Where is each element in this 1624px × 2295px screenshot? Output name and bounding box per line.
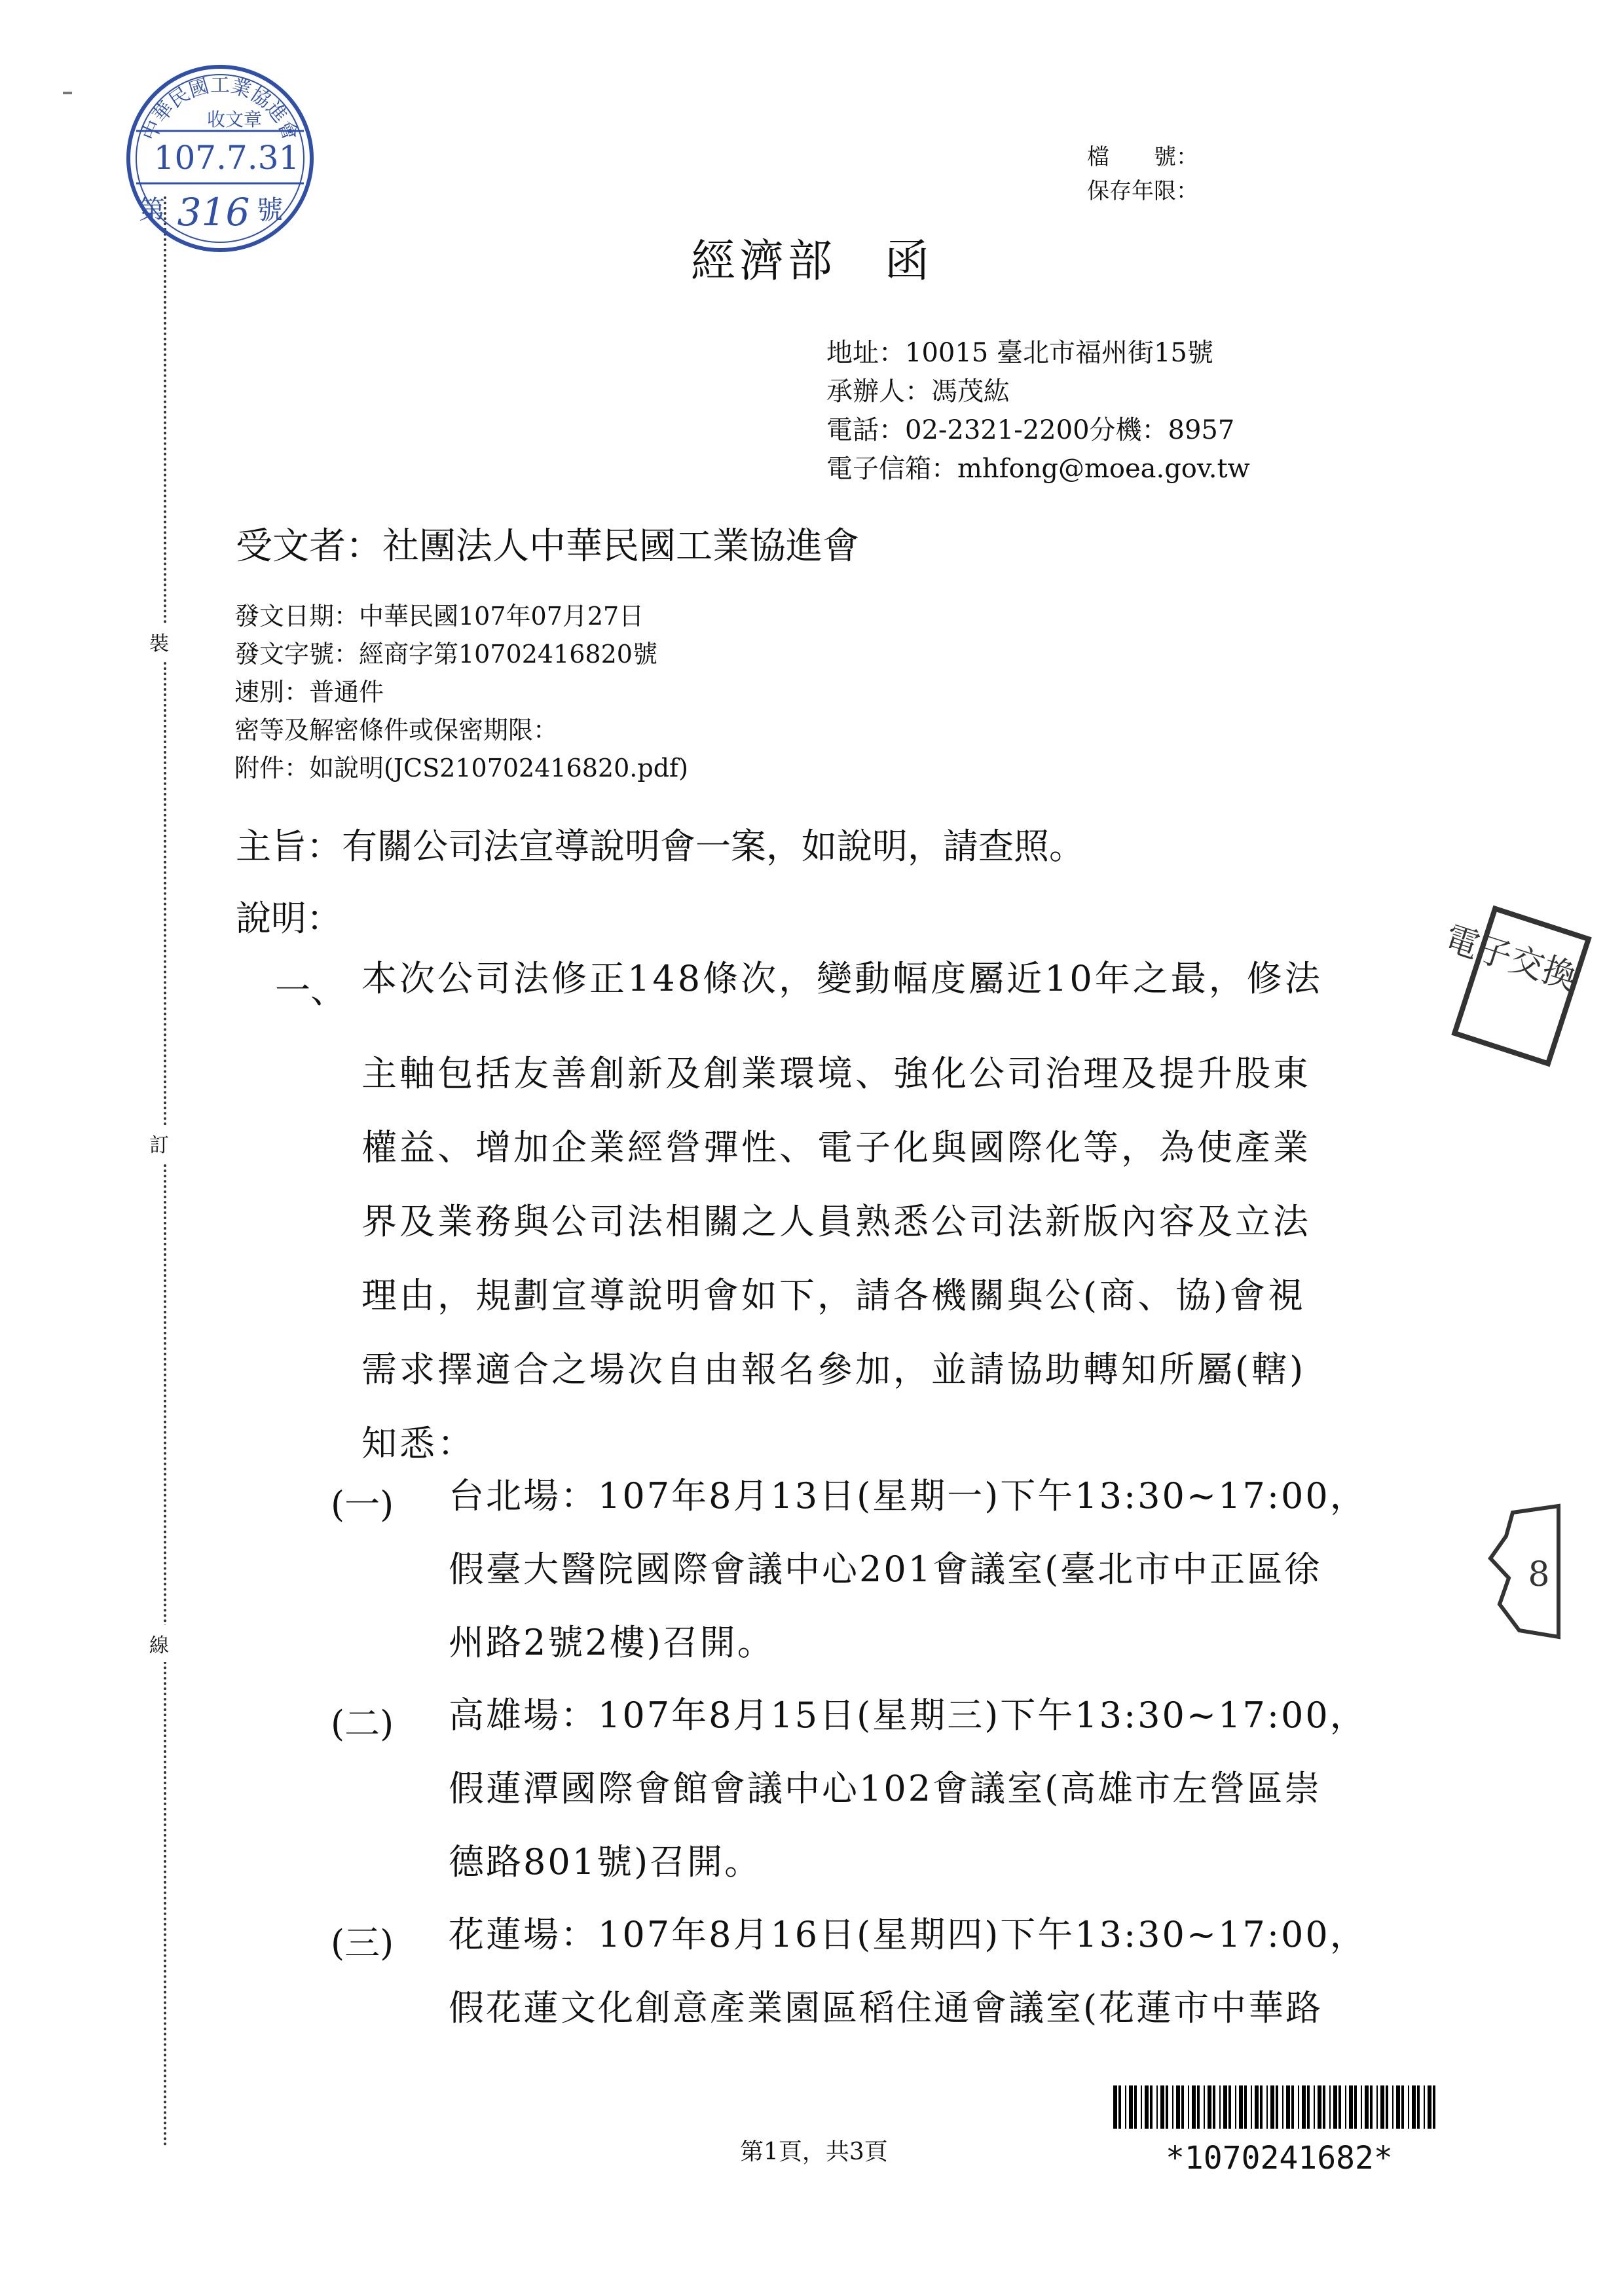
stamp-org: 中華民國工業協進會 bbox=[138, 74, 302, 144]
explanation-label: 說明： bbox=[236, 898, 342, 939]
sender-email: 電子信箱：mhfong@moea.gov.tw bbox=[826, 454, 1250, 484]
file-number-label: 檔 號： bbox=[1087, 144, 1198, 170]
speed-class: 速別：普通件 bbox=[234, 678, 384, 707]
edge-stamp-text: 電子交換 bbox=[1439, 919, 1581, 999]
binding-mark-xian: 線 bbox=[149, 1625, 169, 1662]
session-line: 州路2號2樓)召開。 bbox=[449, 1622, 775, 1663]
session-number: (一) bbox=[331, 1484, 394, 1525]
stamp-number-prefix: 第 bbox=[139, 195, 165, 225]
document-meta bbox=[234, 597, 688, 787]
file-info bbox=[1087, 140, 1198, 208]
sender-info bbox=[826, 334, 1250, 488]
binding-mark-zhuang: 裝 bbox=[149, 623, 169, 660]
session-number: (三) bbox=[331, 1922, 394, 1964]
sender-phone: 電話：02-2321-2200分機：8957 bbox=[826, 415, 1235, 445]
subject: 主旨：有關公司法宣導說明會一案，如說明，請查照。 bbox=[236, 826, 1084, 867]
stamp-date: 107.7.31 bbox=[153, 139, 300, 177]
binding-line bbox=[164, 196, 166, 2148]
session-line: 假蓮潭國際會館會議中心102會議室(高雄市左營區崇 bbox=[449, 1768, 1322, 1809]
session-line: 台北場：107年8月13日(星期一)下午13:30~17:00， bbox=[449, 1475, 1367, 1516]
item-line: 權益、增加企業經營彈性、電子化與國際化等，為使產業 bbox=[361, 1127, 1311, 1168]
binding-mark-ding: 訂 bbox=[149, 1125, 169, 1162]
stamp-number: 316 bbox=[177, 190, 250, 234]
retention-label: 保存年限： bbox=[1087, 178, 1198, 204]
session-line: 高雄場：107年8月15日(星期三)下午13:30~17:00， bbox=[449, 1695, 1367, 1736]
issue-date: 發文日期：中華民國107年07月27日 bbox=[234, 602, 644, 631]
session-line: 花蓮場：107年8月16日(星期四)下午13:30~17:00， bbox=[449, 1914, 1367, 1955]
stamp-number-suffix: 號 bbox=[257, 195, 283, 225]
stamp-label: 收文章 bbox=[206, 109, 263, 130]
session-line: 假花蓮文化創意產業園區稻住通會議室(花蓮市中華路 bbox=[449, 1987, 1323, 2029]
sender-address: 地址：10015 臺北市福州街15號 bbox=[826, 338, 1213, 368]
recipient: 受文者：社團法人中華民國工業協進會 bbox=[236, 525, 859, 568]
session-line: 德路801號)召開。 bbox=[449, 1841, 762, 1882]
document-title: 經濟部 函 bbox=[690, 236, 933, 287]
item-line: 本次公司法修正148條次，變動幅度屬近10年之最，修法 bbox=[361, 958, 1323, 999]
barcode bbox=[1113, 2085, 1441, 2129]
session-number: (二) bbox=[331, 1703, 394, 1744]
scan-dot bbox=[63, 92, 72, 94]
item-line: 界及業務與公司法相關之人員熟悉公司法新版內容及立法 bbox=[361, 1201, 1311, 1242]
item-number: 一、 bbox=[275, 970, 346, 1011]
attachment: 附件：如說明(JCS210702416820.pdf) bbox=[234, 754, 688, 782]
item-line: 主軸包括友善創新及創業環境、強化公司治理及提升股東 bbox=[361, 1053, 1311, 1094]
secrecy-level: 密等及解密條件或保密期限： bbox=[234, 716, 559, 744]
electronic-exchange-stamp bbox=[1439, 904, 1581, 1074]
barcode-text: *1070241682* bbox=[1166, 2140, 1393, 2176]
item-text bbox=[361, 958, 1409, 1480]
item-line: 理由，規劃宣導說明會如下，請各機關與公(商、協)會視 bbox=[361, 1275, 1306, 1316]
page-number: 第1頁，共3頁 bbox=[740, 2139, 888, 2165]
session-line: 假臺大醫院國際會議中心201會議室(臺北市中正區徐 bbox=[449, 1549, 1322, 1590]
sender-handler: 承辦人：馮茂紘 bbox=[826, 376, 1010, 407]
page-seal-stamp bbox=[1486, 1506, 1559, 1637]
item-line: 知悉： bbox=[361, 1423, 475, 1464]
reference-number: 發文字號：經商字第10702416820號 bbox=[234, 640, 657, 669]
edge-stamp2-text: 8 bbox=[1528, 1555, 1550, 1594]
item-line: 需求擇適合之場次自由報名參加，並請協助轉知所屬(轄) bbox=[361, 1349, 1306, 1390]
